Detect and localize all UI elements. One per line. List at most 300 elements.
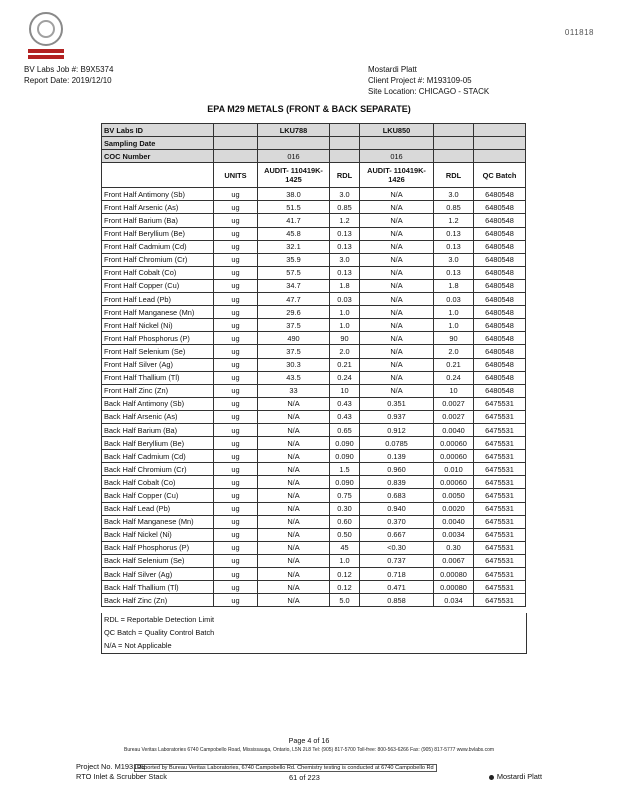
cell-units: ug [214, 306, 258, 319]
cell-analyte: Front Half Thallium (Tl) [102, 371, 214, 384]
cell-qc: 6480548 [474, 227, 526, 240]
cell-rdl1: 0.75 [330, 489, 360, 502]
cell-rdl2: 0.00060 [434, 437, 474, 450]
cell-rdl2: 0.24 [434, 371, 474, 384]
cell-units: ug [214, 240, 258, 253]
cell-qc: 6480548 [474, 306, 526, 319]
cell-qc: 6480548 [474, 279, 526, 292]
cell-rdl1: 0.65 [330, 423, 360, 436]
cell-v1: N/A [258, 423, 330, 436]
cell-rdl1: 0.090 [330, 450, 360, 463]
cell-analyte: Front Half Zinc (Zn) [102, 384, 214, 397]
footer-page-number: Page 4 of 16 [288, 736, 330, 745]
cell-rdl2: 10 [434, 384, 474, 397]
cell-v1: 57.5 [258, 266, 330, 279]
cell-rdl2: 0.0040 [434, 515, 474, 528]
cell-analyte: Back Half Selenium (Se) [102, 554, 214, 567]
cell-rdl2: 0.00060 [434, 450, 474, 463]
cell-units: ug [214, 528, 258, 541]
cell-v1: N/A [258, 463, 330, 476]
cell-analyte: Back Half Beryllium (Be) [102, 437, 214, 450]
cell-analyte: Front Half Beryllium (Be) [102, 227, 214, 240]
cell-v2: N/A [360, 279, 434, 292]
cell-rdl2: 0.0034 [434, 528, 474, 541]
col-header-rdl2: RDL [434, 163, 474, 188]
cell-v2: 0.351 [360, 397, 434, 410]
cell-v1: 47.7 [258, 293, 330, 306]
cell-units: ug [214, 279, 258, 292]
cell-qc: 6475531 [474, 502, 526, 515]
cell-rdl2: 0.0027 [434, 397, 474, 410]
cell-units: ug [214, 541, 258, 554]
cell-v1: 41.7 [258, 214, 330, 227]
cell-units: ug [214, 214, 258, 227]
cell-rdl1: 1.2 [330, 214, 360, 227]
cell-v1: 32.1 [258, 240, 330, 253]
report-date-value: 2019/12/10 [71, 76, 112, 85]
table-row [102, 214, 526, 227]
cell-v1: 37.5 [258, 345, 330, 358]
cell-rdl2: 0.13 [434, 266, 474, 279]
cell-qc: 6480548 [474, 188, 526, 201]
cell-rdl2: 2.0 [434, 345, 474, 358]
cell-v2: N/A [360, 188, 434, 201]
table-row [102, 568, 526, 581]
cell-v1: N/A [258, 528, 330, 541]
table-row [102, 463, 526, 476]
cell-rdl1: 0.090 [330, 437, 360, 450]
table-row [102, 528, 526, 541]
cell-qc: 6480548 [474, 214, 526, 227]
cell-v1: 29.6 [258, 306, 330, 319]
cell-qc: 6480548 [474, 358, 526, 371]
cell-rdl2: 0.21 [434, 358, 474, 371]
cell-v1: N/A [258, 476, 330, 489]
cell-units: ug [214, 502, 258, 515]
footer-client [489, 772, 542, 781]
cell-rdl2: 0.00080 [434, 581, 474, 594]
cell-analyte: Front Half Arsenic (As) [102, 201, 214, 214]
cell-units: ug [214, 423, 258, 436]
footer-address: Bureau Veritas Laboratories 6740 Campobello Road, Mississauga, Ontario, L5N 2L8 Tel: (905) 817-5700 Toll-free: 800-563-6266 Fax: (905) 817-5777 www.bvlabs.com [123, 747, 495, 753]
cell-rdl2: 1.0 [434, 319, 474, 332]
cell-rdl2: 0.010 [434, 463, 474, 476]
cell-rdl1: 0.13 [330, 227, 360, 240]
table-row [102, 594, 526, 607]
cell-v1: N/A [258, 568, 330, 581]
cell-v2: N/A [360, 345, 434, 358]
table-row [102, 345, 526, 358]
cell-analyte: Back Half Silver (Ag) [102, 568, 214, 581]
bureau-veritas-logo [28, 12, 64, 64]
cell-qc: 6480548 [474, 319, 526, 332]
cell-rdl1: 3.0 [330, 253, 360, 266]
cell-units: ug [214, 489, 258, 502]
table-row [102, 266, 526, 279]
cell-analyte: Back Half Antimony (Sb) [102, 397, 214, 410]
cell-qc: 6480548 [474, 293, 526, 306]
table-row [102, 554, 526, 567]
table-row [102, 306, 526, 319]
cell-v2: 0.0785 [360, 437, 434, 450]
cell-qc: 6475531 [474, 397, 526, 410]
cell-units: ug [214, 293, 258, 306]
cell-qc: 6475531 [474, 463, 526, 476]
cell-units: ug [214, 266, 258, 279]
cell-v2: 0.683 [360, 489, 434, 502]
cell-v1: 43.5 [258, 371, 330, 384]
cell-analyte: Front Half Cobalt (Co) [102, 266, 214, 279]
cell-v2: 0.667 [360, 528, 434, 541]
cell-rdl2: 0.0050 [434, 489, 474, 502]
cell-rdl1: 3.0 [330, 188, 360, 201]
cell-rdl1: 5.0 [330, 594, 360, 607]
cell-units: ug [214, 332, 258, 345]
cell-analyte: Back Half Nickel (Ni) [102, 528, 214, 541]
results-table [101, 123, 526, 607]
table-row [102, 450, 526, 463]
cell-analyte: Front Half Barium (Ba) [102, 214, 214, 227]
cell-rdl1: 2.0 [330, 345, 360, 358]
cell-v2: N/A [360, 371, 434, 384]
cell-units: ug [214, 397, 258, 410]
cell-v1: 51.5 [258, 201, 330, 214]
cell-qc: 6480548 [474, 266, 526, 279]
table-row [102, 253, 526, 266]
table-notes [101, 613, 527, 654]
cell-units: ug [214, 345, 258, 358]
cell-rdl1: 0.13 [330, 240, 360, 253]
cell-qc: 6475531 [474, 437, 526, 450]
cell-qc: 6475531 [474, 528, 526, 541]
cell-v2: N/A [360, 227, 434, 240]
cell-rdl1: 1.0 [330, 319, 360, 332]
client-name: Mostardi Platt [368, 65, 417, 74]
cell-units: ug [214, 188, 258, 201]
cell-units: ug [214, 476, 258, 489]
cell-qc: 6480548 [474, 371, 526, 384]
cell-v1: 34.7 [258, 279, 330, 292]
cell-analyte: Front Half Copper (Cu) [102, 279, 214, 292]
footer-project-number: Project No. M193109 [76, 762, 146, 771]
cell-analyte: Front Half Nickel (Ni) [102, 319, 214, 332]
report-date-label: Report Date: [24, 76, 70, 85]
cell-v2: 0.139 [360, 450, 434, 463]
cell-analyte: Back Half Manganese (Mn) [102, 515, 214, 528]
cell-v2: 0.718 [360, 568, 434, 581]
table-row-coc-number [102, 150, 526, 163]
cell-rdl1: 0.03 [330, 293, 360, 306]
cell-qc: 6480548 [474, 332, 526, 345]
cell-qc: 6480548 [474, 201, 526, 214]
cell-analyte: Back Half Barium (Ba) [102, 423, 214, 436]
cell-rdl2: 3.0 [434, 253, 474, 266]
cell-analyte: Back Half Copper (Cu) [102, 489, 214, 502]
footer-page-of: 61 of 223 [289, 773, 320, 782]
table-row [102, 279, 526, 292]
cell-v2: N/A [360, 201, 434, 214]
cell-v2: N/A [360, 214, 434, 227]
cell-rdl1: 0.12 [330, 581, 360, 594]
cell-units: ug [214, 253, 258, 266]
cell-units: ug [214, 463, 258, 476]
cell-units: ug [214, 568, 258, 581]
cell-qc: 6475531 [474, 581, 526, 594]
cell-units: ug [214, 554, 258, 567]
cell-qc: 6480548 [474, 253, 526, 266]
cell-v1: 45.8 [258, 227, 330, 240]
col-header-units: UNITS [214, 163, 258, 188]
cell-rdl2: 1.8 [434, 279, 474, 292]
report-title: EPA M29 METALS (FRONT & BACK SEPARATE) [207, 104, 411, 114]
cell-units: ug [214, 319, 258, 332]
table-row [102, 515, 526, 528]
cell-qc: 6480548 [474, 240, 526, 253]
cell-analyte: Back Half Cobalt (Co) [102, 476, 214, 489]
cell-qc: 6480548 [474, 345, 526, 358]
cell-analyte: Front Half Antimony (Sb) [102, 188, 214, 201]
cell-v1: 30.3 [258, 358, 330, 371]
logo-seal-icon [29, 12, 63, 46]
cell-qc: 6475531 [474, 476, 526, 489]
cell-rdl1: 90 [330, 332, 360, 345]
cell-rdl1: 0.43 [330, 410, 360, 423]
table-row [102, 397, 526, 410]
site-location-label: Site Location: [368, 87, 417, 96]
cell-v2: 0.912 [360, 423, 434, 436]
col-header-sample1: AUDIT- 110419K-1425 [258, 163, 330, 188]
cell-analyte: Back Half Chromium (Cr) [102, 463, 214, 476]
cell-v2: 0.737 [360, 554, 434, 567]
table-row [102, 410, 526, 423]
table-row [102, 227, 526, 240]
client-project-label: Client Project #: [368, 76, 425, 85]
cell-rdl2: 0.00060 [434, 476, 474, 489]
cell-rdl2: 0.03 [434, 293, 474, 306]
cell-rdl1: 45 [330, 541, 360, 554]
table-row [102, 489, 526, 502]
cell-rdl2: 0.0027 [434, 410, 474, 423]
cell-rdl1: 0.24 [330, 371, 360, 384]
cell-rdl1: 1.0 [330, 554, 360, 567]
cell-rdl2: 90 [434, 332, 474, 345]
cell-analyte: Front Half Manganese (Mn) [102, 306, 214, 319]
cell-v2: N/A [360, 358, 434, 371]
cell-rdl1: 0.50 [330, 528, 360, 541]
cell-qc: 6475531 [474, 594, 526, 607]
cell-rdl2: 0.034 [434, 594, 474, 607]
cell-v1: N/A [258, 489, 330, 502]
cell-v1: 33 [258, 384, 330, 397]
cell-v2: N/A [360, 332, 434, 345]
cell-qc: 6475531 [474, 515, 526, 528]
cell-v2: N/A [360, 293, 434, 306]
client-logo-icon [489, 775, 494, 780]
cell-v1: 38.0 [258, 188, 330, 201]
table-row [102, 423, 526, 436]
cell-v1: N/A [258, 397, 330, 410]
table-row-sampling-date [102, 137, 526, 150]
cell-analyte: Front Half Lead (Pb) [102, 293, 214, 306]
cell-analyte: Back Half Lead (Pb) [102, 502, 214, 515]
cell-v1: 490 [258, 332, 330, 345]
cell-analyte: Back Half Phosphorus (P) [102, 541, 214, 554]
note-rdl: RDL = Reportable Detection Limit [104, 615, 215, 624]
cell-analyte: Back Half Cadmium (Cd) [102, 450, 214, 463]
cell-v1: N/A [258, 450, 330, 463]
cell-qc: 6475531 [474, 410, 526, 423]
client-project-value: M193109-05 [426, 76, 472, 85]
cell-rdl2: 0.85 [434, 201, 474, 214]
table-row [102, 371, 526, 384]
row-label: BV Labs ID [102, 124, 214, 137]
cell-v2: <0.30 [360, 541, 434, 554]
table-row [102, 581, 526, 594]
table-row [102, 437, 526, 450]
cell-v2: 0.937 [360, 410, 434, 423]
cell-rdl2: 0.30 [434, 541, 474, 554]
sample1-coc: 016 [258, 150, 330, 163]
cell-v1: N/A [258, 594, 330, 607]
footer-client-name: Mostardi Platt [496, 772, 542, 781]
row-label: Sampling Date [102, 137, 214, 150]
table-row [102, 240, 526, 253]
job-value: B9X5374 [80, 65, 114, 74]
site-location-value: CHICAGO - STACK [418, 87, 490, 96]
cell-qc: 6475531 [474, 554, 526, 567]
cell-v2: N/A [360, 240, 434, 253]
cell-units: ug [214, 450, 258, 463]
cell-v2: 0.471 [360, 581, 434, 594]
cell-analyte: Back Half Thallium (Tl) [102, 581, 214, 594]
cell-units: ug [214, 384, 258, 397]
row-label: COC Number [102, 150, 214, 163]
note-qc-batch: QC Batch = Quality Control Batch [104, 628, 215, 637]
cell-v1: N/A [258, 541, 330, 554]
table-row [102, 188, 526, 201]
cell-v2: N/A [360, 266, 434, 279]
cell-units: ug [214, 227, 258, 240]
cell-v1: 37.5 [258, 319, 330, 332]
cell-v2: 0.960 [360, 463, 434, 476]
cell-rdl1: 0.30 [330, 502, 360, 515]
client-info [368, 64, 489, 97]
sample2-coc: 016 [360, 150, 434, 163]
cell-rdl1: 0.12 [330, 568, 360, 581]
cell-v1: N/A [258, 410, 330, 423]
job-label: BV Labs Job #: [24, 65, 79, 74]
sample1-id: LKU788 [258, 124, 330, 137]
document-page-code: 011818 [564, 28, 594, 37]
table-row [102, 384, 526, 397]
table-row [102, 541, 526, 554]
cell-v1: N/A [258, 581, 330, 594]
cell-v1: N/A [258, 515, 330, 528]
cell-rdl1: 1.0 [330, 306, 360, 319]
cell-rdl1: 0.60 [330, 515, 360, 528]
cell-rdl2: 0.0040 [434, 423, 474, 436]
cell-units: ug [214, 371, 258, 384]
cell-v1: N/A [258, 502, 330, 515]
footer-lab-note: Reported by Bureau Veritas Laboratories, 6740 Campobello Rd. Chemistry testing is conducted at 6740 Campobello Rd [134, 764, 437, 772]
cell-units: ug [214, 201, 258, 214]
lab-job-info [24, 64, 113, 86]
footer-stack: RTO Inlet & Scrubber Stack [76, 772, 167, 781]
cell-qc: 6475531 [474, 423, 526, 436]
cell-v2: N/A [360, 319, 434, 332]
cell-v1: 35.9 [258, 253, 330, 266]
cell-rdl2: 0.13 [434, 227, 474, 240]
cell-rdl1: 0.43 [330, 397, 360, 410]
cell-qc: 6475531 [474, 450, 526, 463]
cell-units: ug [214, 410, 258, 423]
note-na: N/A = Not Applicable [104, 641, 172, 650]
col-header-rdl1: RDL [330, 163, 360, 188]
cell-analyte: Front Half Cadmium (Cd) [102, 240, 214, 253]
cell-rdl1: 10 [330, 384, 360, 397]
cell-v1: N/A [258, 437, 330, 450]
cell-qc: 6480548 [474, 384, 526, 397]
cell-analyte: Front Half Selenium (Se) [102, 345, 214, 358]
cell-rdl2: 1.0 [434, 306, 474, 319]
cell-rdl1: 1.8 [330, 279, 360, 292]
cell-v2: N/A [360, 253, 434, 266]
sample2-date [360, 137, 434, 150]
cell-qc: 6475531 [474, 568, 526, 581]
table-row [102, 502, 526, 515]
table-row [102, 293, 526, 306]
table-row [102, 332, 526, 345]
cell-v2: N/A [360, 306, 434, 319]
cell-rdl2: 1.2 [434, 214, 474, 227]
cell-analyte: Back Half Zinc (Zn) [102, 594, 214, 607]
cell-rdl1: 0.85 [330, 201, 360, 214]
table-row [102, 358, 526, 371]
cell-analyte: Front Half Chromium (Cr) [102, 253, 214, 266]
cell-units: ug [214, 437, 258, 450]
table-row-bvlabs-id [102, 124, 526, 137]
cell-rdl2: 0.13 [434, 240, 474, 253]
sample1-date [258, 137, 330, 150]
cell-rdl1: 0.090 [330, 476, 360, 489]
sample2-id: LKU850 [360, 124, 434, 137]
cell-rdl1: 0.13 [330, 266, 360, 279]
cell-v2: 0.370 [360, 515, 434, 528]
cell-units: ug [214, 358, 258, 371]
cell-v2: 0.858 [360, 594, 434, 607]
cell-units: ug [214, 581, 258, 594]
table-row [102, 476, 526, 489]
cell-v1: N/A [258, 554, 330, 567]
cell-rdl2: 0.00080 [434, 568, 474, 581]
cell-rdl2: 0.0020 [434, 502, 474, 515]
cell-rdl1: 0.21 [330, 358, 360, 371]
cell-v2: N/A [360, 384, 434, 397]
cell-units: ug [214, 515, 258, 528]
cell-rdl2: 0.0067 [434, 554, 474, 567]
cell-rdl2: 3.0 [434, 188, 474, 201]
cell-units: ug [214, 594, 258, 607]
cell-rdl1: 1.5 [330, 463, 360, 476]
cell-analyte: Back Half Arsenic (As) [102, 410, 214, 423]
cell-analyte: Front Half Silver (Ag) [102, 358, 214, 371]
cell-v2: 0.940 [360, 502, 434, 515]
cell-analyte: Front Half Phosphorus (P) [102, 332, 214, 345]
cell-qc: 6475531 [474, 489, 526, 502]
col-header-sample2: AUDIT- 110419K-1426 [360, 163, 434, 188]
table-header-row [102, 163, 526, 188]
col-header-qc-batch: QC Batch [474, 163, 526, 188]
